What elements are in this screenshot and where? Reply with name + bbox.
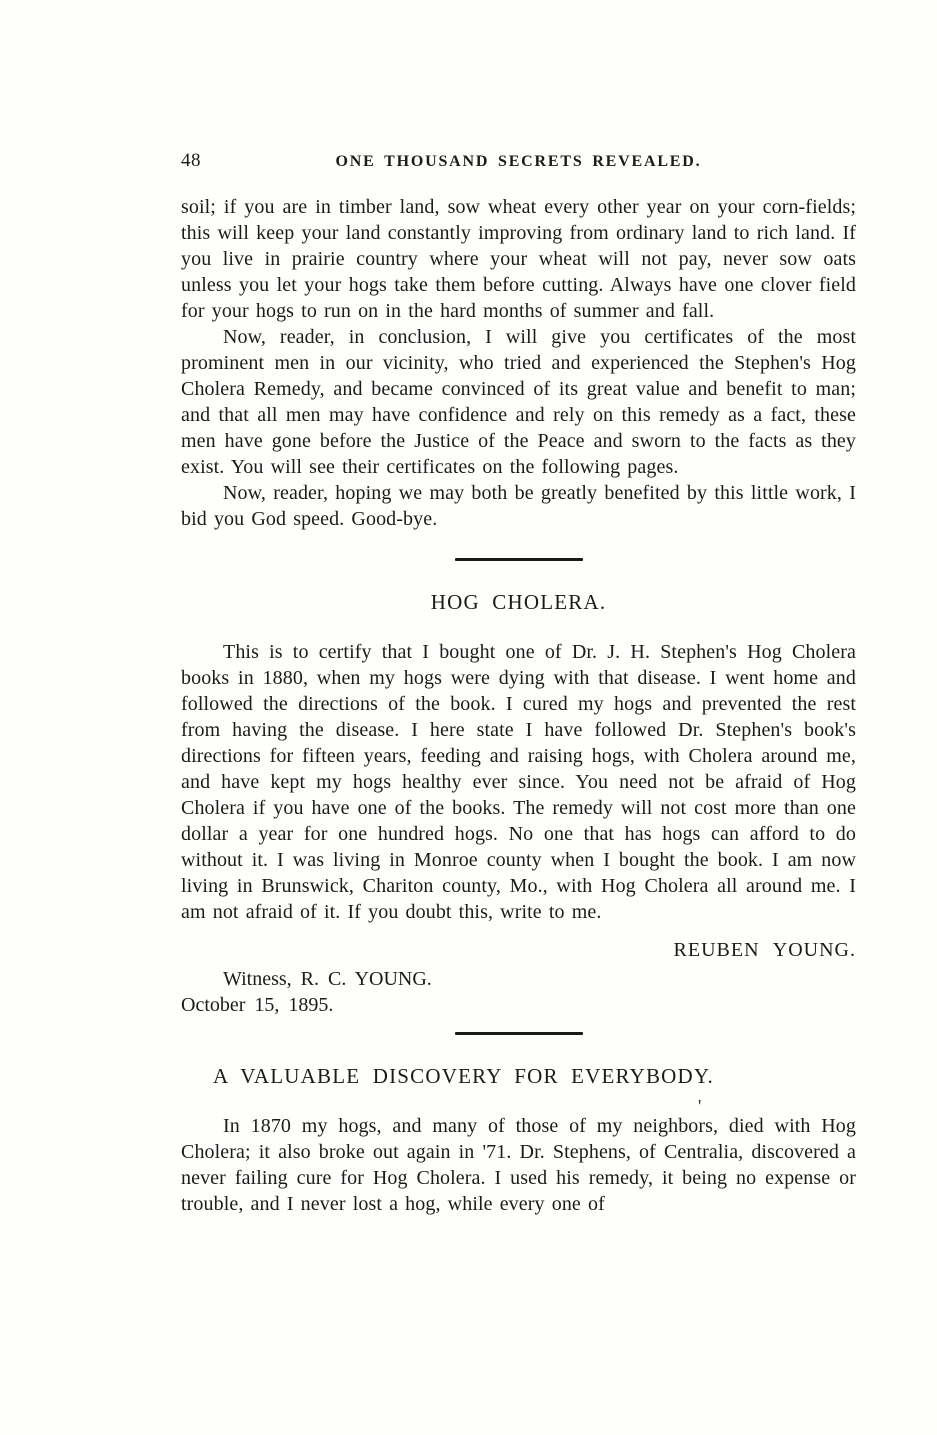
paragraph-valuable-discovery: In 1870 my hogs, and many of those of my neighbors, died with Hog Cholera; it also broke out again in '71. Dr. Stephens, of Centralia, discovered a never failing cure for Hog Cholera. I used his remedy, it being no expense or trouble, and I never lost a hog, while every one of <box>181 1115 856 1215</box>
heading-hog-cholera: HOG CHOLERA. <box>430 590 607 614</box>
date-line: October 15, 1895. <box>181 994 334 1016</box>
section-divider <box>455 1032 583 1035</box>
section-divider <box>455 558 583 561</box>
text-block <box>181 150 856 1217</box>
paragraph-hog-cholera-testimonial: This is to certify that I bought one of Dr. J. H. Stephen's Hog Cholera books in 1880, when my hogs were dying with that disease. I went home and followed the directions of the book. I cured my hogs and prevented the rest from having the disease. I here state I have followed Dr. Stephen's book's directions for fifteen years, feeding and raising hogs, with Cholera around me, and have kept my hogs healthy ever since. You need not be afraid of Hog Cholera if you have one of the books. The remedy will not cost more than one dollar a year for one hundred hogs. No one that has hogs can afford to do without it. I was living in Monroe county when I bought the book. I am now living in Brunswick, Chariton county, Mo., with Hog Cholera all around me. I am not afraid of it. If you doubt this, write to me. <box>181 641 856 923</box>
paragraph-godspeed: Now, reader, hoping we may both be greatly benefited by this little work, I bid you God speed. Good-bye. <box>181 482 856 530</box>
running-title: ONE THOUSAND SECRETS REVEALED. <box>335 153 702 170</box>
scan-artifact-mark: ' <box>698 1096 702 1116</box>
page-header <box>181 150 856 176</box>
signature-reuben-young: REUBEN YOUNG. <box>673 939 856 961</box>
heading-valuable-discovery: A VALUABLE DISCOVERY FOR EVERYBODY. <box>212 1064 715 1088</box>
paragraph-certificates: Now, reader, in conclusion, I will give you certificates of the most prominent men in our vicinity, who tried and experienced the Stephen's Hog Cholera Remedy, and became convinced of its great value and benefit to man; and that all men may have confidence and rely on this remedy as a fact, these men have gone before the Justice of the Peace and sworn to the facts as they exist. You will see their certificates on the following pages. <box>181 326 856 478</box>
witness-line: Witness, R. C. YOUNG. <box>223 968 432 990</box>
page-number: 48 <box>181 150 201 171</box>
paragraph-soil-continuation: soil; if you are in timber land, sow wheat every other year on your corn-fields; this will keep your land constantly improving from ordinary land to rich land. If you live in prairie country where your wheat will not pay, never sow oats unless you let your hogs take them before cutting. Always have one clover field for your hogs to run on in the hard months of summer and fall. <box>181 196 856 322</box>
